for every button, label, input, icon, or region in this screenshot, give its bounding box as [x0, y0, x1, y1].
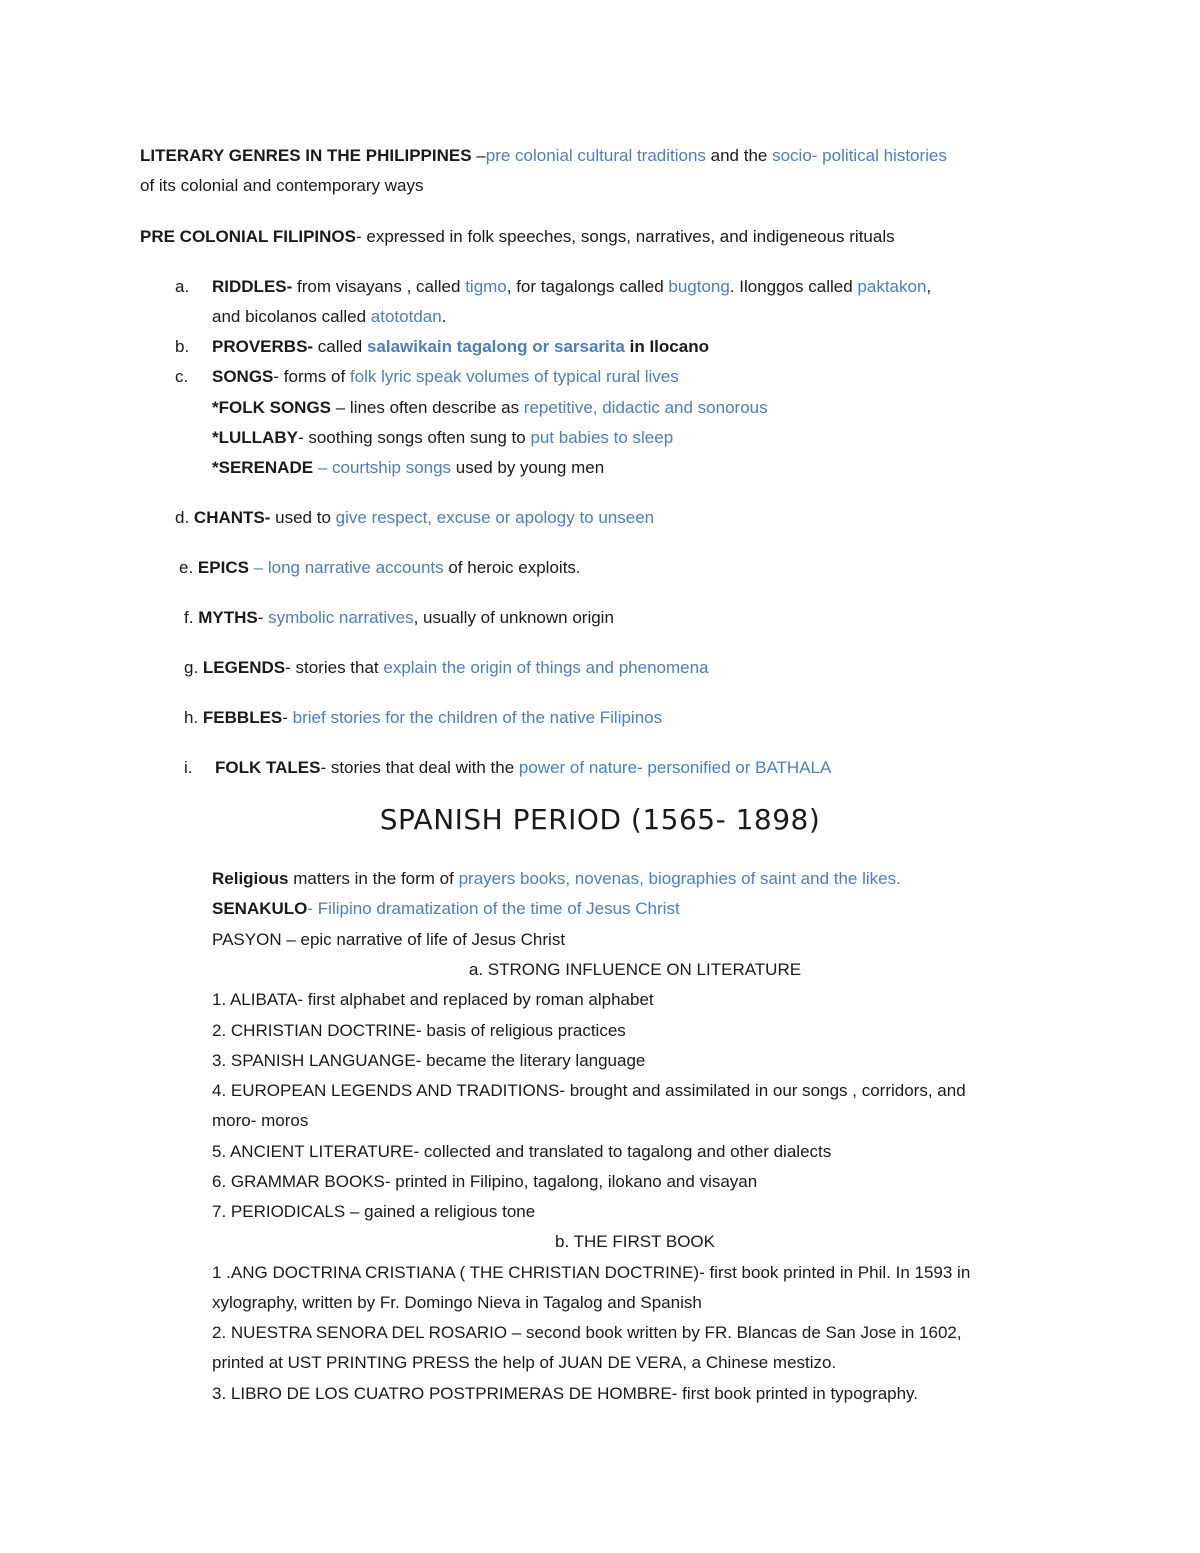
riddles-line-2: [212, 306, 446, 328]
folktales-line: [215, 757, 831, 779]
list-item: printed at UST PRINTING PRESS the help of JUAN DE VERA, a Chinese mestizo.: [212, 1353, 837, 1372]
riddles-atototdan: atototdan: [370, 307, 442, 326]
folk-songs-blue: repetitive, didactic and sonorous: [523, 398, 768, 417]
religious-line: [212, 868, 901, 890]
myths-marker: f.: [184, 608, 194, 627]
myths-text-1: -: [257, 608, 269, 627]
chants-title: CHANTS-: [193, 508, 271, 527]
folktales-title: FOLK TALES: [215, 758, 321, 777]
serenade-title: *SERENADE: [212, 458, 314, 477]
legends-blue: explain the origin of things and phenomena: [383, 658, 709, 677]
folk-songs-line: [212, 397, 768, 419]
riddles-text-6: .: [441, 307, 447, 326]
lullaby-title: *LULLABY: [212, 428, 298, 447]
intro-blue2: socio- political histories: [772, 146, 947, 165]
riddles-text-2: , for tagalongs called: [506, 277, 669, 296]
serenade-text: used by young men: [451, 458, 605, 477]
intro-mid: and the: [705, 146, 773, 165]
epics-marker: e.: [179, 558, 194, 577]
list-item: 1. ALIBATA- first alphabet and replaced by roman alphabet: [212, 990, 654, 1009]
riddles-marker: a.: [175, 277, 190, 296]
riddles-title: RIDDLES-: [212, 277, 293, 296]
epics-title: EPICS: [197, 558, 249, 577]
songs-blue: folk lyric speak volumes of typical rural lives: [349, 367, 679, 386]
myths-line: [184, 607, 614, 629]
senakulo-line: [212, 898, 680, 920]
myths-title: MYTHS: [198, 608, 258, 627]
lullaby-text: - soothing songs often sung to: [297, 428, 531, 447]
list-item: 7. PERIODICALS – gained a religious tone: [212, 1202, 536, 1221]
chants-blue: give respect, excuse or apology to unseen: [335, 508, 655, 527]
febbles-line: [184, 707, 662, 729]
list-item: 4. EUROPEAN LEGENDS AND TRADITIONS- brought and assimilated in our songs , corridors, and: [212, 1081, 966, 1100]
precolonial-title: PRE COLONIAL FILIPINOS: [140, 227, 356, 246]
list-item: xylography, written by Fr. Domingo Nieva in Tagalog and Spanish: [212, 1293, 702, 1312]
intro-sep: –: [471, 146, 486, 165]
songs-line: [212, 366, 679, 388]
lullaby-blue: put babies to sleep: [530, 428, 674, 447]
chants-line: [175, 507, 654, 529]
riddles-text-1: from visayans , called: [292, 277, 466, 296]
subheading-a: a. STRONG INFLUENCE ON LITERATURE: [468, 960, 802, 979]
pasyon-line: PASYON – epic narrative of life of Jesus Christ: [212, 930, 566, 949]
riddles-tigmo: tigmo: [465, 277, 507, 296]
list-item: 5. ANCIENT LITERATURE- collected and translated to tagalong and other dialects: [212, 1142, 832, 1161]
proverbs-marker: b.: [175, 337, 190, 356]
proverbs-line: [212, 336, 709, 358]
epics-text: of heroic exploits.: [443, 558, 581, 577]
riddles-bugtong: bugtong: [668, 277, 730, 296]
febbles-title: FEBBLES: [202, 708, 283, 727]
myths-text-2: , usually of unknown origin: [413, 608, 614, 627]
riddles-text-5: and bicolanos called: [212, 307, 371, 326]
febbles-text: -: [282, 708, 293, 727]
precolonial-line: [140, 226, 895, 248]
intro-title: LITERARY GENRES IN THE PHILIPPINES: [140, 146, 472, 165]
precolonial-text: - expressed in folk speeches, songs, narratives, and indigeneous rituals: [355, 227, 895, 246]
chants-text: used to: [270, 508, 336, 527]
legends-marker: g.: [184, 658, 199, 677]
chants-marker: d.: [175, 508, 190, 527]
folktales-blue: power of nature- personified or BATHALA: [518, 758, 832, 777]
riddles-paktakon: paktakon: [857, 277, 927, 296]
songs-text-1: - forms of: [273, 367, 350, 386]
list-item: 3. LIBRO DE LOS CUATRO POSTPRIMERAS DE HOMBRE- first book printed in typography.: [212, 1384, 919, 1403]
epics-line: [179, 557, 581, 579]
legends-line: [184, 657, 709, 679]
legends-title: LEGENDS: [202, 658, 286, 677]
list-item: 6. GRAMMAR BOOKS- printed in Filipino, tagalong, ilokano and visayan: [212, 1172, 758, 1191]
proverbs-text-2: in Ilocano: [624, 337, 709, 356]
folktales-marker: i.: [184, 758, 193, 777]
religious-text: matters in the form of: [288, 869, 459, 888]
religious-title: Religious: [212, 869, 289, 888]
febbles-marker: h.: [184, 708, 199, 727]
songs-marker: c.: [175, 367, 189, 386]
folktales-text: - stories that deal with the: [320, 758, 519, 777]
febbles-blue: brief stories for the children of the native Filipinos: [292, 708, 663, 727]
subheading-b: b. THE FIRST BOOK: [555, 1232, 715, 1251]
serenade-blue: – courtship songs: [313, 458, 452, 477]
list-item: 3. SPANISH LANGUANGE- became the literary language: [212, 1051, 646, 1070]
legends-text: - stories that: [285, 658, 384, 677]
intro-line: [140, 145, 947, 167]
proverbs-text-1: called: [313, 337, 367, 356]
intro-line-2: of its colonial and contemporary ways: [140, 176, 424, 195]
riddles-text-3: . Ilonggos called: [729, 277, 858, 296]
intro-blue1: pre colonial cultural traditions: [485, 146, 706, 165]
songs-title: SONGS: [212, 367, 274, 386]
list-item: moro- moros: [212, 1111, 309, 1130]
serenade-line: [212, 457, 604, 479]
list-item: 2. NUESTRA SENORA DEL ROSARIO – second book written by FR. Blancas de San Jose in 1602,: [212, 1323, 962, 1342]
list-item: 2. CHRISTIAN DOCTRINE- basis of religious practices: [212, 1021, 626, 1040]
senakulo-title: SENAKULO: [212, 899, 308, 918]
senakulo-blue: - Filipino dramatization of the time of Jesus Christ: [307, 899, 680, 918]
riddles-text-4: ,: [926, 277, 932, 296]
folk-songs-title: *FOLK SONGS: [212, 398, 332, 417]
folk-songs-text: – lines often describe as: [331, 398, 524, 417]
proverbs-title: PROVERBS-: [212, 337, 314, 356]
religious-blue: prayers books, novenas, biographies of saint and the likes.: [458, 869, 901, 888]
list-item: 1 .ANG DOCTRINA CRISTIANA ( THE CHRISTIAN DOCTRINE)- first book printed in Phil. In 1593 in: [212, 1263, 971, 1282]
riddles-line: [212, 276, 931, 298]
myths-blue: symbolic narratives: [268, 608, 414, 627]
proverbs-salawikain: salawikain tagalong or sarsarita: [366, 337, 625, 356]
epics-blue: – long narrative accounts: [248, 558, 444, 577]
lullaby-line: [212, 427, 673, 449]
spanish-period-heading: SPANISH PERIOD (1565- 1898): [379, 803, 821, 836]
